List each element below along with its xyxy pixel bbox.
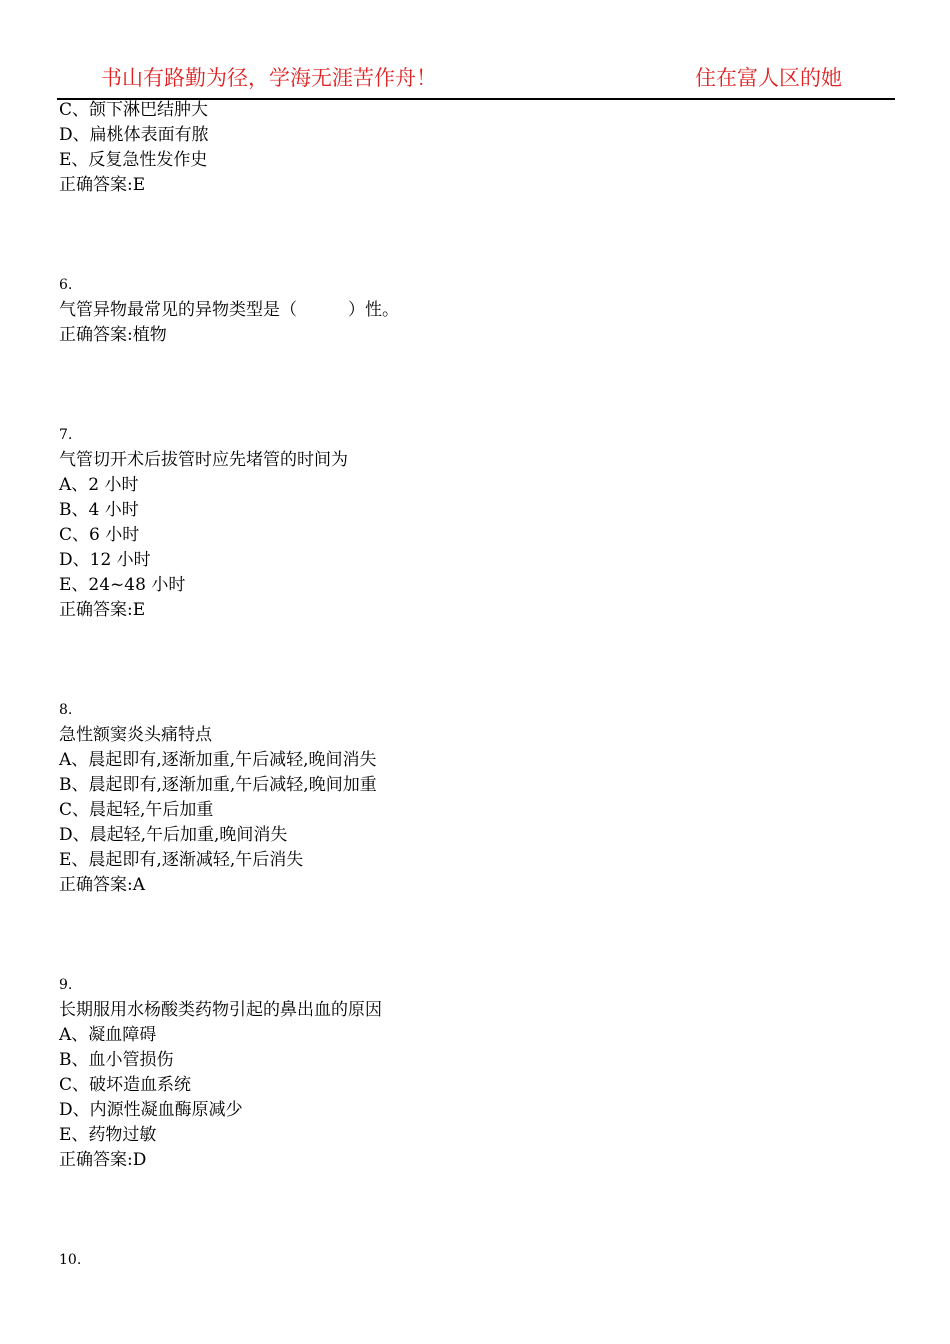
- option-c: C、颌下淋巴结肿大: [59, 100, 209, 120]
- question-block-8: [59, 698, 899, 898]
- spacer: [59, 1173, 899, 1248]
- question-text: 气管异物最常见的异物类型是（ ）性。: [59, 300, 399, 320]
- correct-answer: 正确答案:E: [59, 175, 146, 195]
- correct-answer: 正确答案:植物: [59, 325, 167, 345]
- question-number: 9.: [59, 977, 73, 993]
- question-text: 长期服用水杨酸类药物引起的鼻出血的原因: [59, 1000, 382, 1020]
- question-block-10: [59, 1248, 899, 1273]
- option-a: A、2 小时: [59, 475, 139, 495]
- header-motto: 书山有路勤为径，学海无涯苦作舟！: [101, 66, 437, 90]
- question-number: 6.: [59, 277, 73, 293]
- option-d: D、12 小时: [59, 550, 151, 570]
- spacer: [59, 198, 899, 273]
- option-c: C、破坏造血系统: [59, 1075, 192, 1095]
- correct-answer: 正确答案:E: [59, 600, 146, 620]
- option-b: B、血小管损伤: [59, 1050, 174, 1070]
- question-text: 气管切开术后拔管时应先堵管的时间为: [59, 450, 348, 470]
- option-a: A、晨起即有,逐渐加重,午后减轻,晚间消失: [59, 750, 377, 770]
- question-list: [59, 98, 899, 1273]
- spacer: [59, 348, 899, 423]
- option-e: E、晨起即有,逐渐减轻,午后消失: [59, 850, 304, 870]
- question-number: 7.: [59, 427, 73, 443]
- option-d: D、内源性凝血酶原减少: [59, 1100, 243, 1120]
- option-e: E、反复急性发作史: [59, 150, 208, 170]
- question-block-7: [59, 423, 899, 623]
- header-author: 住在富人区的她: [695, 66, 842, 90]
- option-b: B、4 小时: [59, 500, 139, 520]
- question-block-5: [59, 98, 899, 198]
- question-number: 8.: [59, 702, 73, 718]
- option-d: D、晨起轻,午后加重,晚间消失: [59, 825, 288, 845]
- question-number: 10.: [59, 1252, 82, 1268]
- spacer: [59, 898, 899, 973]
- option-e: E、药物过敏: [59, 1125, 157, 1145]
- correct-answer: 正确答案:A: [59, 875, 146, 895]
- option-d: D、扁桃体表面有脓: [59, 125, 209, 145]
- question-block-6: [59, 273, 899, 348]
- option-c: C、晨起轻,午后加重: [59, 800, 214, 820]
- option-e: E、24~48 小时: [59, 575, 186, 595]
- option-c: C、6 小时: [59, 525, 140, 545]
- question-block-9: [59, 973, 899, 1173]
- option-a: A、凝血障碍: [59, 1025, 157, 1045]
- option-b: B、晨起即有,逐渐加重,午后减轻,晚间加重: [59, 775, 377, 795]
- correct-answer: 正确答案:D: [59, 1150, 147, 1170]
- spacer: [59, 623, 899, 698]
- question-text: 急性额窦炎头痛特点: [59, 725, 212, 745]
